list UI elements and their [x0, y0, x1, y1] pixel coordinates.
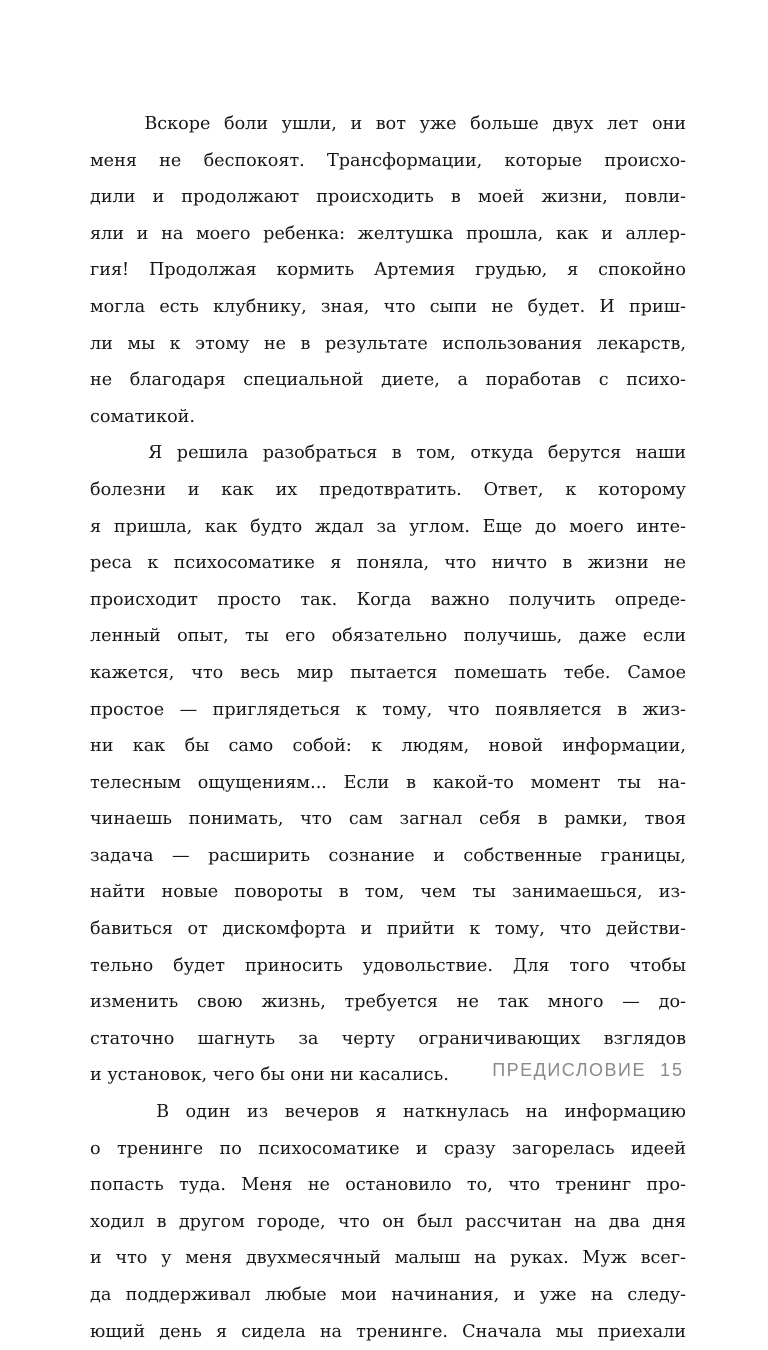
text-line: Вскоре боли ушли, и вот уже больше двух лет они — [90, 114, 686, 134]
text-line: меня не беспокоят. Трансформации, которые происхо- — [90, 150, 686, 171]
text-line: гия! Продолжая кормить Артемия грудью, я спокойно — [90, 260, 686, 281]
text-line: ленный опыт, ты его обязательно получишь, даже если — [90, 626, 686, 647]
text-line: не благодаря специальной диете, а поработав с психо- — [90, 370, 686, 391]
text-line: найти новые повороты в том, чем ты занимаешься, из- — [90, 882, 686, 903]
text-line: попасть туда. Меня не остановило то, что тренинг про- — [90, 1175, 686, 1196]
text-line: тельно будет приносить удовольствие. Для того чтобы — [90, 955, 686, 976]
text-line: и что у меня двухмесячный малыш на руках. Муж всег- — [90, 1248, 686, 1269]
text-line: я пришла, как будто ждал за углом. Еще до моего инте- — [90, 516, 686, 537]
paragraph — [90, 106, 686, 435]
text-line: телесным ощущениям... Если в какой-то момент ты на- — [90, 772, 686, 793]
text-line: Я решила разобраться в том, откуда берутся наши — [90, 443, 686, 464]
text-line: чинаешь понимать, что сам загнал себя в рамки, твоя — [90, 809, 686, 830]
text-line: соматикой. — [90, 406, 195, 427]
text-line: болезни и как их предотвратить. Ответ, к которому — [90, 479, 686, 500]
text-line: и установок, чего бы они ни касались. — [90, 1065, 449, 1086]
page-footer — [492, 1060, 684, 1081]
text-line: простое — приглядеться к тому, что появляется в жиз- — [90, 699, 686, 720]
text-line: происходит просто так. Когда важно получить опреде- — [90, 589, 686, 610]
text-line: статочно шагнуть за черту ограничивающих взглядов — [90, 1028, 686, 1049]
page-number: 15 — [659, 1060, 684, 1080]
text-line: ни как бы само собой: к людям, новой информации, — [90, 736, 686, 757]
text-line: да поддерживал любые мои начинания, и уже на следу- — [90, 1285, 686, 1305]
text-line: реса к психосоматике я поняла, что ничто в жизни не — [90, 553, 686, 574]
text-line: В один из вечеров я наткнулась на информацию — [90, 1102, 686, 1123]
paragraph — [90, 435, 686, 1094]
paragraph — [90, 1094, 686, 1350]
text-line: дили и продолжают происходить в моей жизни, повли- — [90, 187, 686, 208]
running-header-section: ПРЕДИСЛОВИЕ — [492, 1060, 646, 1080]
body-text — [90, 106, 686, 1350]
text-line: кажется, что весь мир пытается помешать тебе. Самое — [90, 662, 686, 683]
text-line: задача — расширить сознание и собственные границы, — [90, 845, 686, 866]
text-line: яли и на моего ребенка: желтушка прошла, как и аллер- — [90, 223, 686, 244]
text-line: бавиться от дискомфорта и прийти к тому, что действи- — [90, 919, 686, 940]
text-line: о тренинге по психосоматике и сразу загорелась идеей — [90, 1138, 686, 1159]
text-line: изменить свою жизнь, требуется не так много — до- — [90, 992, 686, 1013]
text-line: ли мы к этому не в результате использования лекарств, — [90, 333, 686, 354]
text-line: могла есть клубнику, зная, что сыпи не будет. И приш- — [90, 296, 686, 317]
text-line: ходил в другом городе, что он был рассчитан на два дня — [90, 1211, 686, 1232]
text-line: ющий день я сидела на тренинге. Сначала мы приехали — [90, 1321, 686, 1342]
